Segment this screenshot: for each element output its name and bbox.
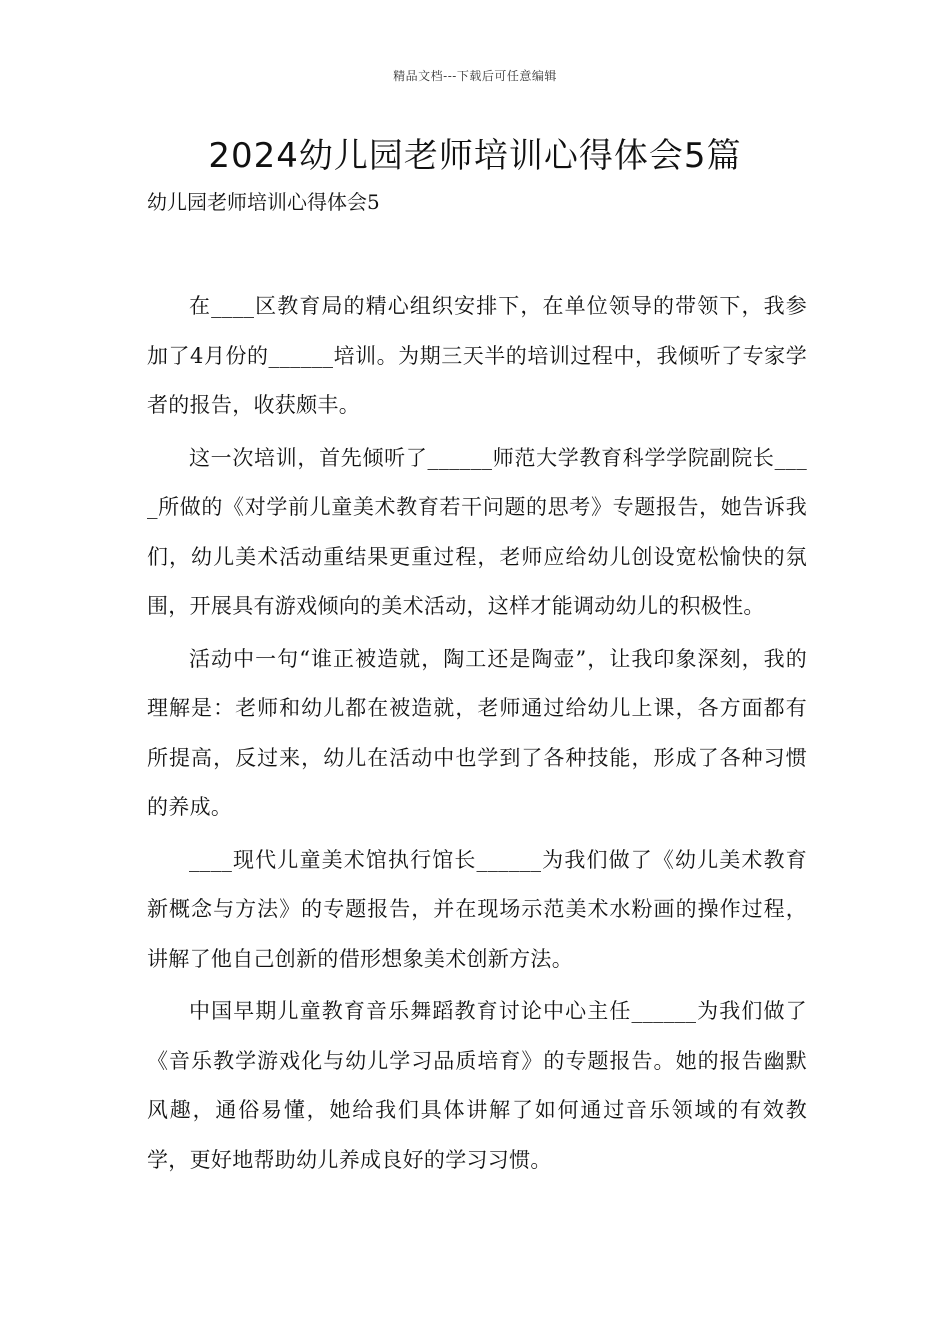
header-note: 精品文档---下载后可任意编辑 xyxy=(393,69,557,83)
paragraph-2: 这一次培训，首先倾听了______师范大学教育科学学院副院长____所做的《对学前儿童美术教育若干问题的思考》专题报告，她告诉我们，幼儿美术活动重结果更重过程，老师应给幼儿创设宽松愉快的氛围，开展具有游戏倾向的美术活动，这样才能调动幼儿的积极性。 xyxy=(147,445,807,618)
document-body xyxy=(147,282,807,1188)
document-subtitle: 幼儿园老师培训心得体会5 xyxy=(147,190,380,214)
paragraph-4: ____现代儿童美术馆执行馆长______为我们做了《幼儿美术教育新概念与方法》的专题报告，并在现场示范美术水粉画的操作过程，讲解了他自己创新的借形想象美术创新方法。 xyxy=(147,847,807,971)
paragraph-3: 活动中一句“谁正被造就，陶工还是陶壶”，让我印象深刻，我的理解是：老师和幼儿都在被造就，老师通过给幼儿上课，各方面都有所提高，反过来，幼儿在活动中也学到了各种技能，形成了各种习惯的养成。 xyxy=(147,646,807,819)
paragraph-1: 在____区教育局的精心组织安排下，在单位领导的带领下，我参加了4月份的______培训。为期三天半的培训过程中，我倾听了专家学者的报告，收获颇丰。 xyxy=(147,294,807,417)
document-title: 2024幼儿园老师培训心得体会5篇 xyxy=(208,136,742,176)
paragraph-5: 中国早期儿童教育音乐舞蹈教育讨论中心主任______为我们做了《音乐教学游戏化与幼儿学习品质培育》的专题报告。她的报告幽默风趣，通俗易懂，她给我们具体讲解了如何通过音乐领域的有效教学，更好地帮助幼儿养成良好的学习习惯。 xyxy=(147,999,807,1172)
